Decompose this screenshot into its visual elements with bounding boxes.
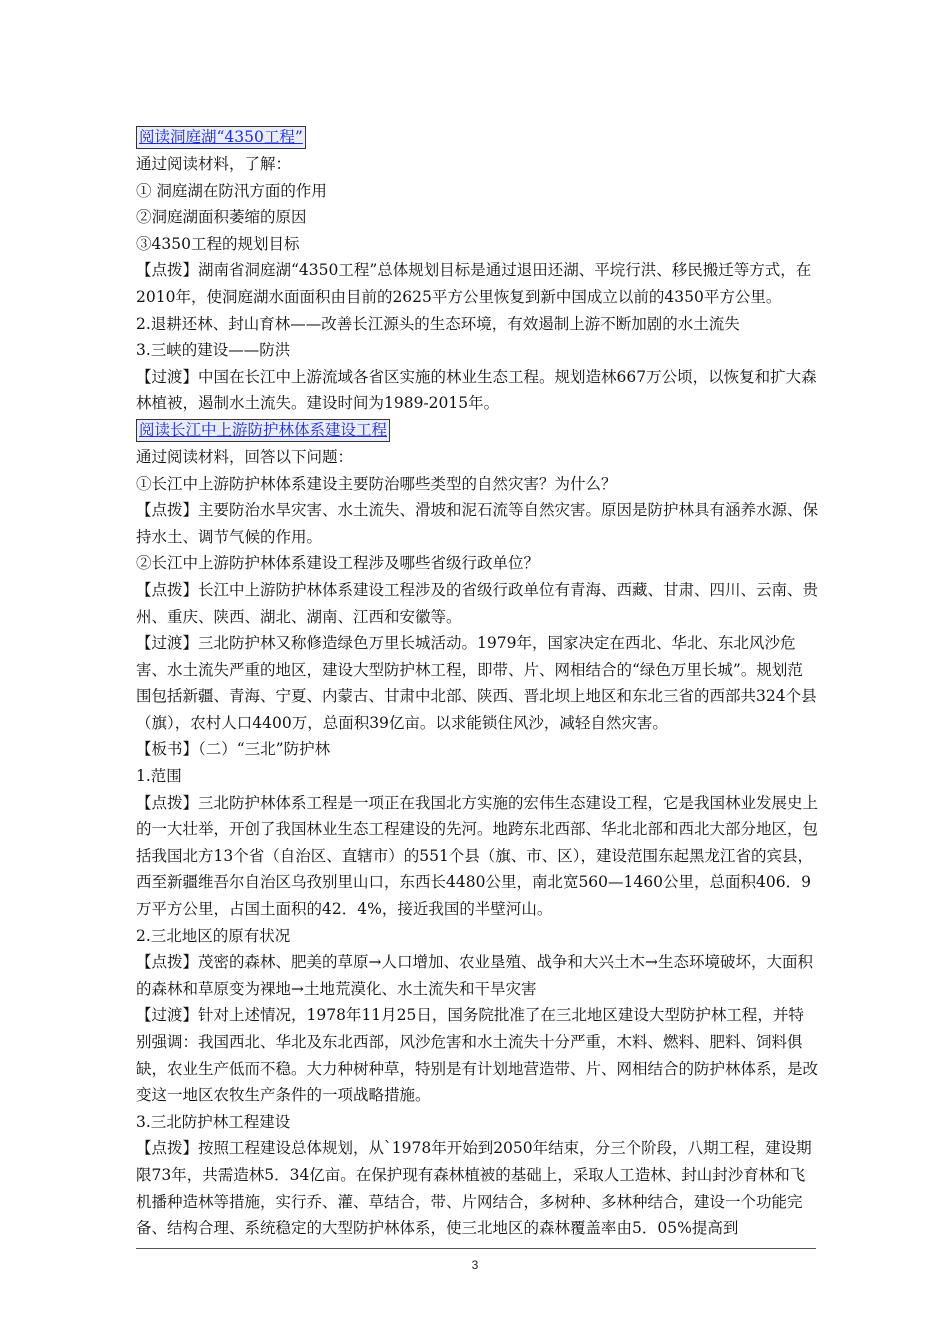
reading-link-dongting <box>136 124 818 151</box>
paragraph: 【点拨】湖南省洞庭湖“4350工程”总体规划目标是通过退田还湖、平垸行洪、移民搬迁等方式，在2010年，使洞庭湖水面面积由目前的2625平方公里恢复到新中国成立以前的4350平方公里。 <box>136 261 812 306</box>
paragraph: 2.退耕还林、封山育林——改善长江源头的生态环境，有效遏制上游不断加剧的水土流失 <box>136 314 740 333</box>
paragraph: 【点拨】三北防护林体系工程是一项正在我国北方实施的宏伟生态建设工程，它是我国林业发展史上的一大壮举，开创了我国林业生态工程建设的先河。地跨东北西部、华北北部和西北大部分地区，包括我国北方13个省（自治区、直辖市）的551个县（旗、市、区），建设范围东起黑龙江省的宾县，西至新疆维吾尔自治区乌孜别里山口，东西长4480公里，南北宽560—1460公里，总面积406．9万平方公里，占国土面积的42．4%，接近我国的半壁河山。 <box>136 793 819 919</box>
paragraph: ②洞庭湖面积萎缩的原因 <box>136 208 307 227</box>
link-reading-dongting[interactable]: 阅读洞庭湖“4350工程” <box>136 126 306 149</box>
link-reading-yangtze[interactable]: 阅读长江中上游防护林体系建设工程 <box>136 419 390 442</box>
body-text <box>136 124 818 1242</box>
paragraph: 【点拨】按照工程建设总体规划，从`1978年开始到2050年结束，分三个阶段，八期工程，建设期限73年，共需造林5．34亿亩。在保护现有森林植被的基础上，采取人工造林、封山封沙育林和飞机播种造林等措施，实行乔、灌、草结合，带、片网结合，多树种、多林种结合，建设一个功能完备、结构合理、系统稳定的大型防护林体系，使三北地区的森林覆盖率由5．05%提高到 <box>136 1139 812 1238</box>
paragraph: 【过渡】中国在长江中上游流域各省区实施的林业生态工程。规划造林667万公顷，以恢复和扩大森林植被，遏制水土流失。建设时间为1989-2015年。 <box>136 367 817 413</box>
paragraph: 【点拨】主要防治水旱灾害、水土流失、滑坡和泥石流等自然灾害。原因是防护林具有涵养水源、保持水土、调节气候的作用。 <box>136 501 819 546</box>
page-number: 3 <box>471 1258 479 1272</box>
paragraph: 通过阅读材料，回答以下问题： <box>136 447 354 466</box>
paragraph: 1.范围 <box>136 767 182 786</box>
paragraph: 【过渡】三北防护林又称修造绿色万里长城活动。1979年，国家决定在西北、华北、东北风沙危害、水土流失严重的地区，建设大型防护林工程，即带、片、网相结合的“绿色万里长城”。规划范围包括新疆、青海、宁夏、内蒙古、甘肃中北部、陕西、晋北坝上地区和东北三省的西部共324个县（旗），农村人口4400万，总面积39亿亩。以求能锁住风沙，减轻自然灾害。 <box>136 634 817 732</box>
footer-divider <box>136 1248 816 1249</box>
paragraph: 3.三峡的建设——防洪 <box>136 341 291 360</box>
paragraph: ②长江中上游防护林体系建设工程涉及哪些省级行政单位？ <box>136 554 540 573</box>
paragraph: ①长江中上游防护林体系建设主要防治哪些类型的自然灾害？为什么？ <box>136 474 617 493</box>
reading-link-yangtze <box>136 417 818 444</box>
paragraph: 【点拨】长江中上游防护林体系建设工程涉及的省级行政单位有青海、西藏、甘肃、四川、云南、贵州、重庆、陕西、湖北、湖南、江西和安徽等。 <box>136 580 819 626</box>
paragraph: 【板书】（二）“三北”防护林 <box>136 740 331 759</box>
paragraph: 3.三北防护林工程建设 <box>136 1112 291 1131</box>
paragraph: 【点拨】茂密的森林、肥美的草原→人口增加、农业垦殖、战争和大兴土木→生态环境破坏，大面积的森林和草原变为裸地→土地荒漠化、水土流失和干旱灾害 <box>136 953 813 998</box>
paragraph: 通过阅读材料，了解： <box>136 155 292 173</box>
paragraph: ③4350工程的规划目标 <box>136 234 300 253</box>
paragraph: ① 洞庭湖在防汛方面的作用 <box>136 181 327 200</box>
paragraph: 2.三北地区的原有状况 <box>136 926 291 945</box>
paragraph: 【过渡】针对上述情况，1978年11月25日，国务院批准了在三北地区建设大型防护林工程，并特别强调：我国西北、华北及东北西部，风沙危害和水土流失十分严重，木料、燃料、肥料、饲料俱缺，农业生产低而不稳。大力种树种草，特别是有计划地营造带、片、网相结合的防护林体系，是改变这一地区农牧生产条件的一项战略措施。 <box>136 1006 819 1105</box>
